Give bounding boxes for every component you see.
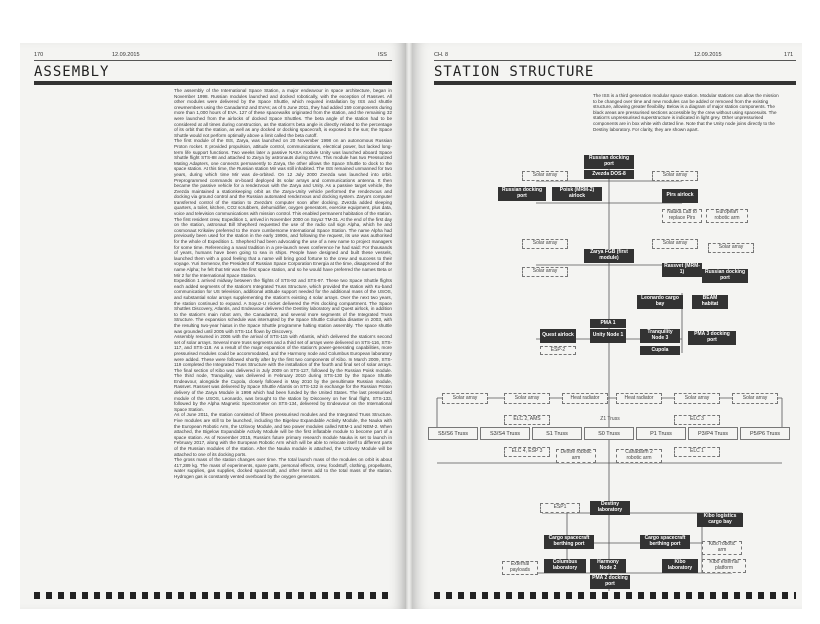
- destiny-lab: Destiny laboratory: [590, 501, 630, 515]
- truss-p1: P1 Truss: [636, 427, 686, 440]
- paragraph: Assembly resumed in 2006 with the arrival of STS-115 with Atlantis, which delivered the station's second set of solar arrays. Several more truss segments and a third set of arrays were delivered on STS-116, STS-117, and STS-118. As a result of the major expansion of the station's power-generating capabilities, more pressurised modules could be accommodated, and the Harmony node and Columbus European laboratory were added. These were followed shortly after by the first two components of Kibo. In March 2009, STS-119 completed the Integrated Truss Structure with the installation of the fourth and final set of solar arrays. The final section of Kibo was delivered in July 2009 on STS-127, followed by the Russian Poisk module. The third node, Tranquility, was delivered in February 2010 during STS-130 by the Space Shuttle Endeavour, alongside the Cupola, closely followed in May 2010 by the penultimate Russian module, Rassvet. Rassvet was delivered by Space Shuttle Atlantis on STS-132 in exchange for the Russian Proton delivery of the Zarya Module in 1998 which had been funded by the United States. The last pressurised module of the USOS, Leonardo, was brought to the station by Discovery on her final flight, STS-133, followed by the Alpha Magnetic Spectrometer on STS-134, delivered by Endeavour on the International Space Station.: [174, 334, 392, 412]
- kibo-cargo-bay: Kibo logistics cargo bay: [697, 513, 743, 527]
- checker-border: [434, 592, 796, 599]
- article-body: [174, 88, 392, 480]
- zarya-module: Zarya FGB (first module): [584, 249, 634, 263]
- page-date: 12.09.2015: [112, 52, 140, 58]
- magazine-spread: [20, 43, 802, 609]
- right-page: [412, 43, 802, 609]
- harmony-node: Harmony Node 2: [590, 559, 626, 573]
- quest-airlock: Quest airlock: [540, 329, 576, 343]
- elc2-ams: ELC 2, AMS: [504, 415, 550, 425]
- solar-array: Solar array: [652, 239, 698, 249]
- page-number: 170: [34, 52, 44, 58]
- columbus-lab: Columbus laboratory: [544, 559, 586, 573]
- truss-p5p6: P5/P6 Truss: [740, 427, 790, 440]
- solar-array: Solar array: [732, 393, 778, 404]
- canadarm2: Canadarm 2 robotic arm: [616, 449, 662, 463]
- external-payloads: External payloads: [502, 561, 538, 575]
- truss-s5s6: S5/S6 Truss: [428, 427, 478, 440]
- header-rule: [34, 60, 392, 61]
- paragraph: As of June 2011, the station consisted of fifteen pressurised modules and the Integrated Truss Structure. Five modules are still to be launched, including the Bigelow Expandable Activity Module, the Nauka with the European Robotic Arm, the Uzlovoy Module, and two power modules called NEM-1 and NEM-2. When attached, the Bigelow Expandable Activity Module will be the first inflatable module to become part of a space station. As of November 2015, Russia's future primary research module Nauka is set to launch in February 2017, along with the European Robotic Arm which will be able to relocate itself to different parts of the Russian modules of the station. After the Nauka module is attached, the Uzlovoy Module will be attached to one of its docking ports.: [174, 412, 392, 457]
- page-date: 12.09.2015: [694, 52, 722, 58]
- russian-docking-port-top: Russian docking port: [584, 155, 634, 169]
- dextre-arm: Dextre robotic arm: [556, 449, 596, 463]
- russian-docking-port-right: Russian docking port: [702, 269, 748, 283]
- paragraph: The gross mass of the station changes over time. The total launch mass of the modules on orbit is about 417,289 kg. The mass of experiments, spare parts, personal effects, crew, foodstuff, clothing, propellants, water supplies, gas supplies, docked spacecraft, and other items add to the total mass of the station. Hydrogen gas is constantly vented overboard by the oxygen generators.: [174, 457, 392, 479]
- solar-array: Solar array: [674, 393, 720, 404]
- elc1: ELC 1: [674, 447, 720, 457]
- tranquility-node: Tranquility Node 3: [640, 329, 680, 343]
- rassvet-module: Rassvet (MRM-1): [662, 263, 702, 277]
- z1-truss: Z1 Truss: [600, 416, 620, 423]
- section-code: ISS: [378, 52, 387, 58]
- page-number: 171: [784, 52, 794, 58]
- truss-s1: S1 Truss: [532, 427, 582, 440]
- paragraph: The assembly of the International Space Station, a major endeavour in space architecture, began in November 1998. Russian modules launched and docked robotically, with the exception of Rassvet. All other modules were delivered by the Space Shuttle, which required installation by ISS and shuttle crewmembers using the Canadarm2 and EVAs; as of 5 June 2011, they had added 159 components during more than 1,000 hours of EVA. 127 of these spacewalks originated from the station, and the remaining 32 were launched from the airlocks of docked Space Shuttles. The beta angle of the station had to be considered at all times during construction, as the station's beta angle is directly related to the percentage of its orbit that the station, as well as any docked or docking spacecraft, is exposed to the sun; the Space Shuttle would not perform optimally above a limit called the beta cutoff.: [174, 88, 392, 138]
- cargo-berthing-port-right: Cargo spacecraft berthing port: [640, 535, 690, 549]
- truss-s0: S0 Truss: [584, 427, 634, 440]
- solar-array: Solar array: [504, 393, 550, 404]
- pma2-port: PMA 2 docking port: [590, 575, 630, 589]
- left-page: [20, 43, 406, 609]
- solar-array: Solar array: [442, 393, 488, 404]
- elc3: ELC 3: [674, 415, 720, 425]
- paragraph: The first resident crew, Expedition 1, arrived in November 2000 on Soyuz TM-31. At the end of the first day on the station, astronaut Bill Shepherd requested the use of the radio call sign Alpha, which he and cosmonaut Krikalev preferred to the more cumbersome International Space Station. The name Alpha had previously been used for the station in the early 1990s, and following the request, its use was authorised for the whole of Expedition 1. Shepherd had been advocating the use of a new name to project managers for some time. Referencing a naval tradition in a pre-launch news conference he had said: For thousands of years, humans have been going to sea in ships. People have designed and built these vessels, launched them with a good feeling that a name will bring good fortune to the crew and success to their voyage. Yuri Semenov, the President of Russian Space Corporation Energia at the time, disapproved of the name Alpha; he felt that Mir was the first space station, and so he would have preferred the names Beta or Mir 2 for the International Space Station.: [174, 216, 392, 278]
- poisk-airlock: Poisk (MRM-2) airlock: [552, 187, 602, 201]
- paragraph: The first module of the ISS, Zarya, was launched on 20 November 1998 on an autonomous Russian Proton rocket. It provided propulsion, attitude control, communications, electrical power, but lacked long-term life support functions. Two weeks later a passive NASA module Unity was launched aboard Space Shuttle flight STS-88 and attached to Zarya by astronauts during EVAs. This module has two Pressurized Mating Adapters, one connects permanently to Zarya, the other allows the Space Shuttle to dock to the space station. At this time, the Russian station Mir was still inhabited. The ISS remained unmanned for two years, during which time Mir was de-orbited. On 12 July 2000 Zvezda was launched into orbit. Preprogrammed commands on-board deployed its solar arrays and communications antenna. It then became the passive vehicle for a rendezvous with the Zarya and Unity. As a passive target vehicle, the Zvezda maintained a stationkeeping orbit as the Zarya-Unity vehicle performed the rendezvous and docking via ground control and the Russian automated rendezvous and docking system. Zarya's computer transferred control of the station to Zvezda's computer soon after docking. Zvezda added sleeping quarters, a toilet, kitchen, CO2 scrubbers, dehumidifier, oxygen generators, exercise equipment, plus data, voice and television communications with mission control. This enabled permanent habitation of the station.: [174, 138, 392, 217]
- truss-p3p4: P3/P4 Truss: [688, 427, 738, 440]
- cargo-berthing-port-left: Cargo spacecraft berthing port: [544, 535, 594, 549]
- leonardo-module: Leonardo cargo bay: [637, 295, 683, 309]
- heat-radiator: Heat radiator: [562, 393, 608, 404]
- pma3-port: PMA 3 docking port: [688, 331, 736, 345]
- truss-s3s4: S3/S4 Truss: [480, 427, 530, 440]
- heat-radiator: Heat radiator: [616, 393, 662, 404]
- elc4-esp3: ELC 4, ESP 3: [504, 447, 550, 457]
- kibo-lab: Kibo laboratory: [662, 559, 698, 573]
- solar-array: Solar array: [708, 243, 754, 253]
- pma1-node: PMA 1: [590, 319, 626, 328]
- checker-border: [34, 592, 394, 599]
- beam-module: BEAM habitat: [692, 295, 728, 309]
- solar-array: Solar array: [522, 267, 568, 277]
- kibo-robotic-arm: Kibo robotic arm: [702, 541, 742, 555]
- russian-docking-port-left: Russian docking port: [498, 187, 546, 201]
- solar-array: Solar array: [652, 171, 698, 181]
- intro-text: The ISS is a third generation modular space station. Modular stations can allow the mission to be changed over time and new modules can be added or removed from the existing structure, allowing greater flexibility. Below is a diagram of major station components. The black areas are pressurised sections accessible by the crew without using spacesuits. The station's unpressurised superstructure is indicated in light grey. Other unpressurised components are in box white with dotted line. Note that the Unity node joins directly to the Destiny laboratory. For clarity, they are shown apart.: [593, 93, 779, 132]
- kibo-external-platform: Kibo external platform: [702, 559, 746, 573]
- esp1-platform: ESP1: [540, 503, 580, 513]
- page-title: ASSEMBLY: [34, 64, 110, 80]
- zvezda-module: Zvezda DOS-8: [584, 170, 634, 179]
- title-bar: [34, 81, 392, 85]
- chapter-label: CH. 8: [434, 52, 449, 58]
- unity-node: Unity Node 1: [590, 329, 626, 343]
- european-robotic-arm: European robotic arm: [706, 209, 748, 223]
- paragraph: Expedition 1 arrived midway between the flights of STS-92 and STS-97. These two Space Shuttle flights each added segments of the station's Integrated Truss Structure, which provided the station with Ku-band communication for US television, additional attitude support needed for the additional mass of the USOS, and substantial solar arrays supplementing the station's existing 4 solar arrays. Over the next two years, the station continued to expand. A Soyuz-U rocket delivered the Pirs docking compartment. The Space Shuttles Discovery, Atlantis, and Endeavour delivered the Destiny laboratory and Quest airlock, in addition to the station's main robot arm, the Canadarm2, and several more segments of the Integrated Truss Structure. The expansion schedule was interrupted by the Space Shuttle Columbia disaster in 2003, with the resulting two-year hiatus in the Space Shuttle programme halting station assembly. The space shuttle was grounded until 2005 with STS-114 flown by Discovery.: [174, 278, 392, 334]
- cupola-module: Cupola: [640, 346, 680, 355]
- nauka-lab: Nauka Lab to replace Pirs: [662, 209, 702, 223]
- page-title: STATION STRUCTURE: [434, 64, 595, 80]
- solar-array: Solar array: [522, 239, 568, 249]
- pirs-airlock: Pirs airlock: [662, 189, 698, 203]
- solar-array: Solar array: [522, 171, 568, 181]
- esp2-platform: ESP-2: [540, 346, 576, 355]
